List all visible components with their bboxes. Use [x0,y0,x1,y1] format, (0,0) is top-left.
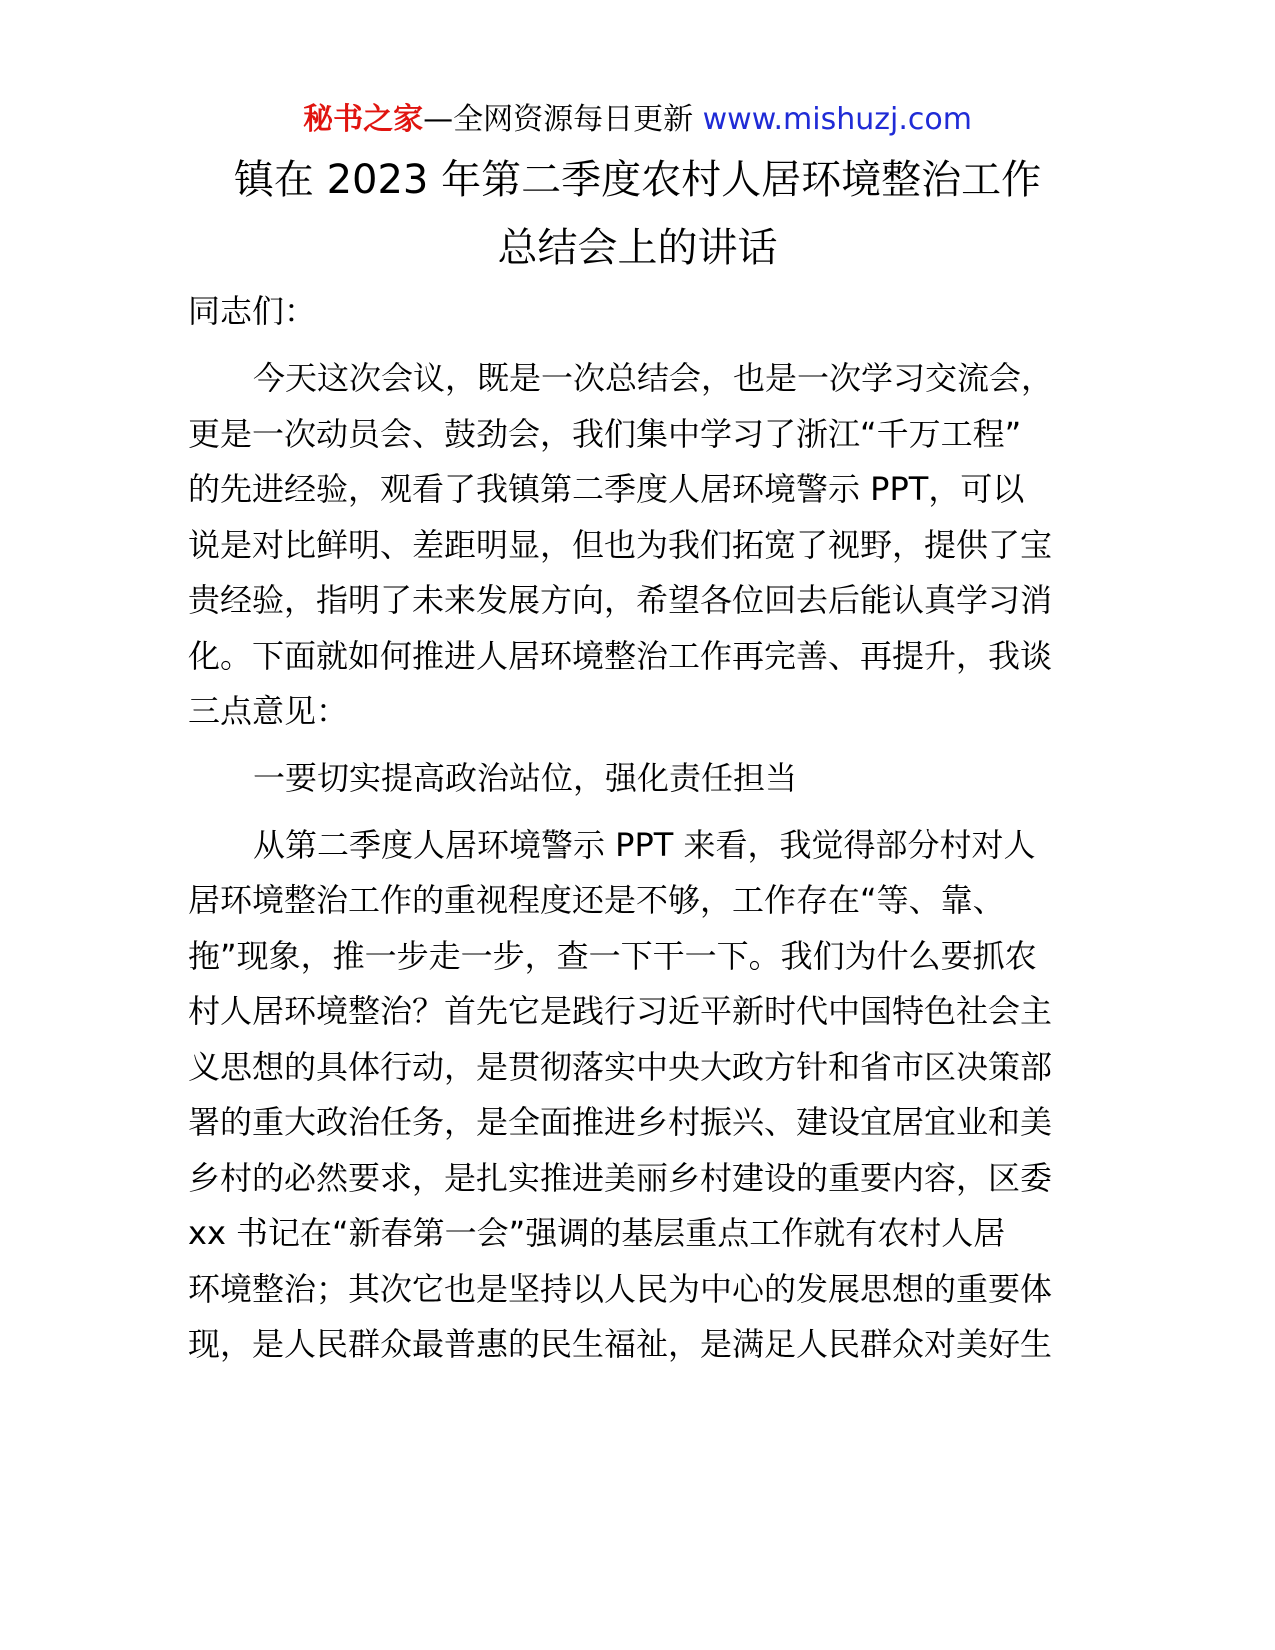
paragraph-line: 村人居环境整治？首先它是践行习近平新时代中国特色社会主 [188,992,1053,1030]
paragraph-line: 的先进经验，观看了我镇第二季度人居环境警示 PPT，可以 [188,470,1025,508]
paragraph-line: 化。下面就如何推进人居环境整治工作再完善、再提升，我谈 [188,637,1053,675]
paragraph-line: 三点意见： [188,692,349,730]
paragraph-line: 现，是人民群众最普惠的民生福祉，是满足人民群众对美好生 [188,1325,1053,1363]
header-tagline: —全网资源每日更新 [423,102,694,137]
paragraph-line: 环境整治；其次它也是坚持以人民为中心的发展思想的重要体 [188,1270,1053,1308]
section-heading: 一要切实提高政治站位，强化责任担当 [253,759,798,797]
paragraph-line: 义思想的具体行动，是贯彻落实中央大政方针和省市区决策部 [188,1048,1053,1086]
paragraph-line: 拖”现象，推一步走一步，查一下干一下。我们为什么要抓农 [188,937,1037,975]
paragraph-line: 更是一次动员会、鼓劲会，我们集中学习了浙江“千万工程” [188,415,1022,453]
paragraph-line: 从第二季度人居环境警示 PPT 来看，我觉得部分村对人 [253,826,1036,864]
paragraph-line: 署的重大政治任务，是全面推进乡村振兴、建设宜居宜业和美 [188,1103,1053,1141]
site-url-link[interactable]: www.mishuzj.com [702,102,972,137]
paragraph-line: 今天这次会议，既是一次总结会，也是一次学习交流会， [253,359,1054,397]
document-title-line-2: 总结会上的讲话 [497,225,778,271]
paragraph-line: 乡村的必然要求，是扎实推进美丽乡村建设的重要内容，区委 [188,1159,1053,1197]
paragraph-line: xx 书记在“新春第一会”强调的基层重点工作就有农村人居 [188,1214,1006,1252]
paragraph-line: 说是对比鲜明、差距明显，但也为我们拓宽了视野，提供了宝 [188,526,1053,564]
site-header [0,100,1275,140]
document-title-line-1: 镇在 2023 年第二季度农村人居环境整治工作 [233,157,1042,203]
salutation: 同志们： [188,292,317,330]
brand-name: 秘书之家 [303,102,424,137]
paragraph-line: 居环境整治工作的重视程度还是不够，工作存在“等、靠、 [188,881,1005,919]
paragraph-line: 贵经验，指明了未来发展方向，希望各位回去后能认真学习消 [188,581,1053,619]
